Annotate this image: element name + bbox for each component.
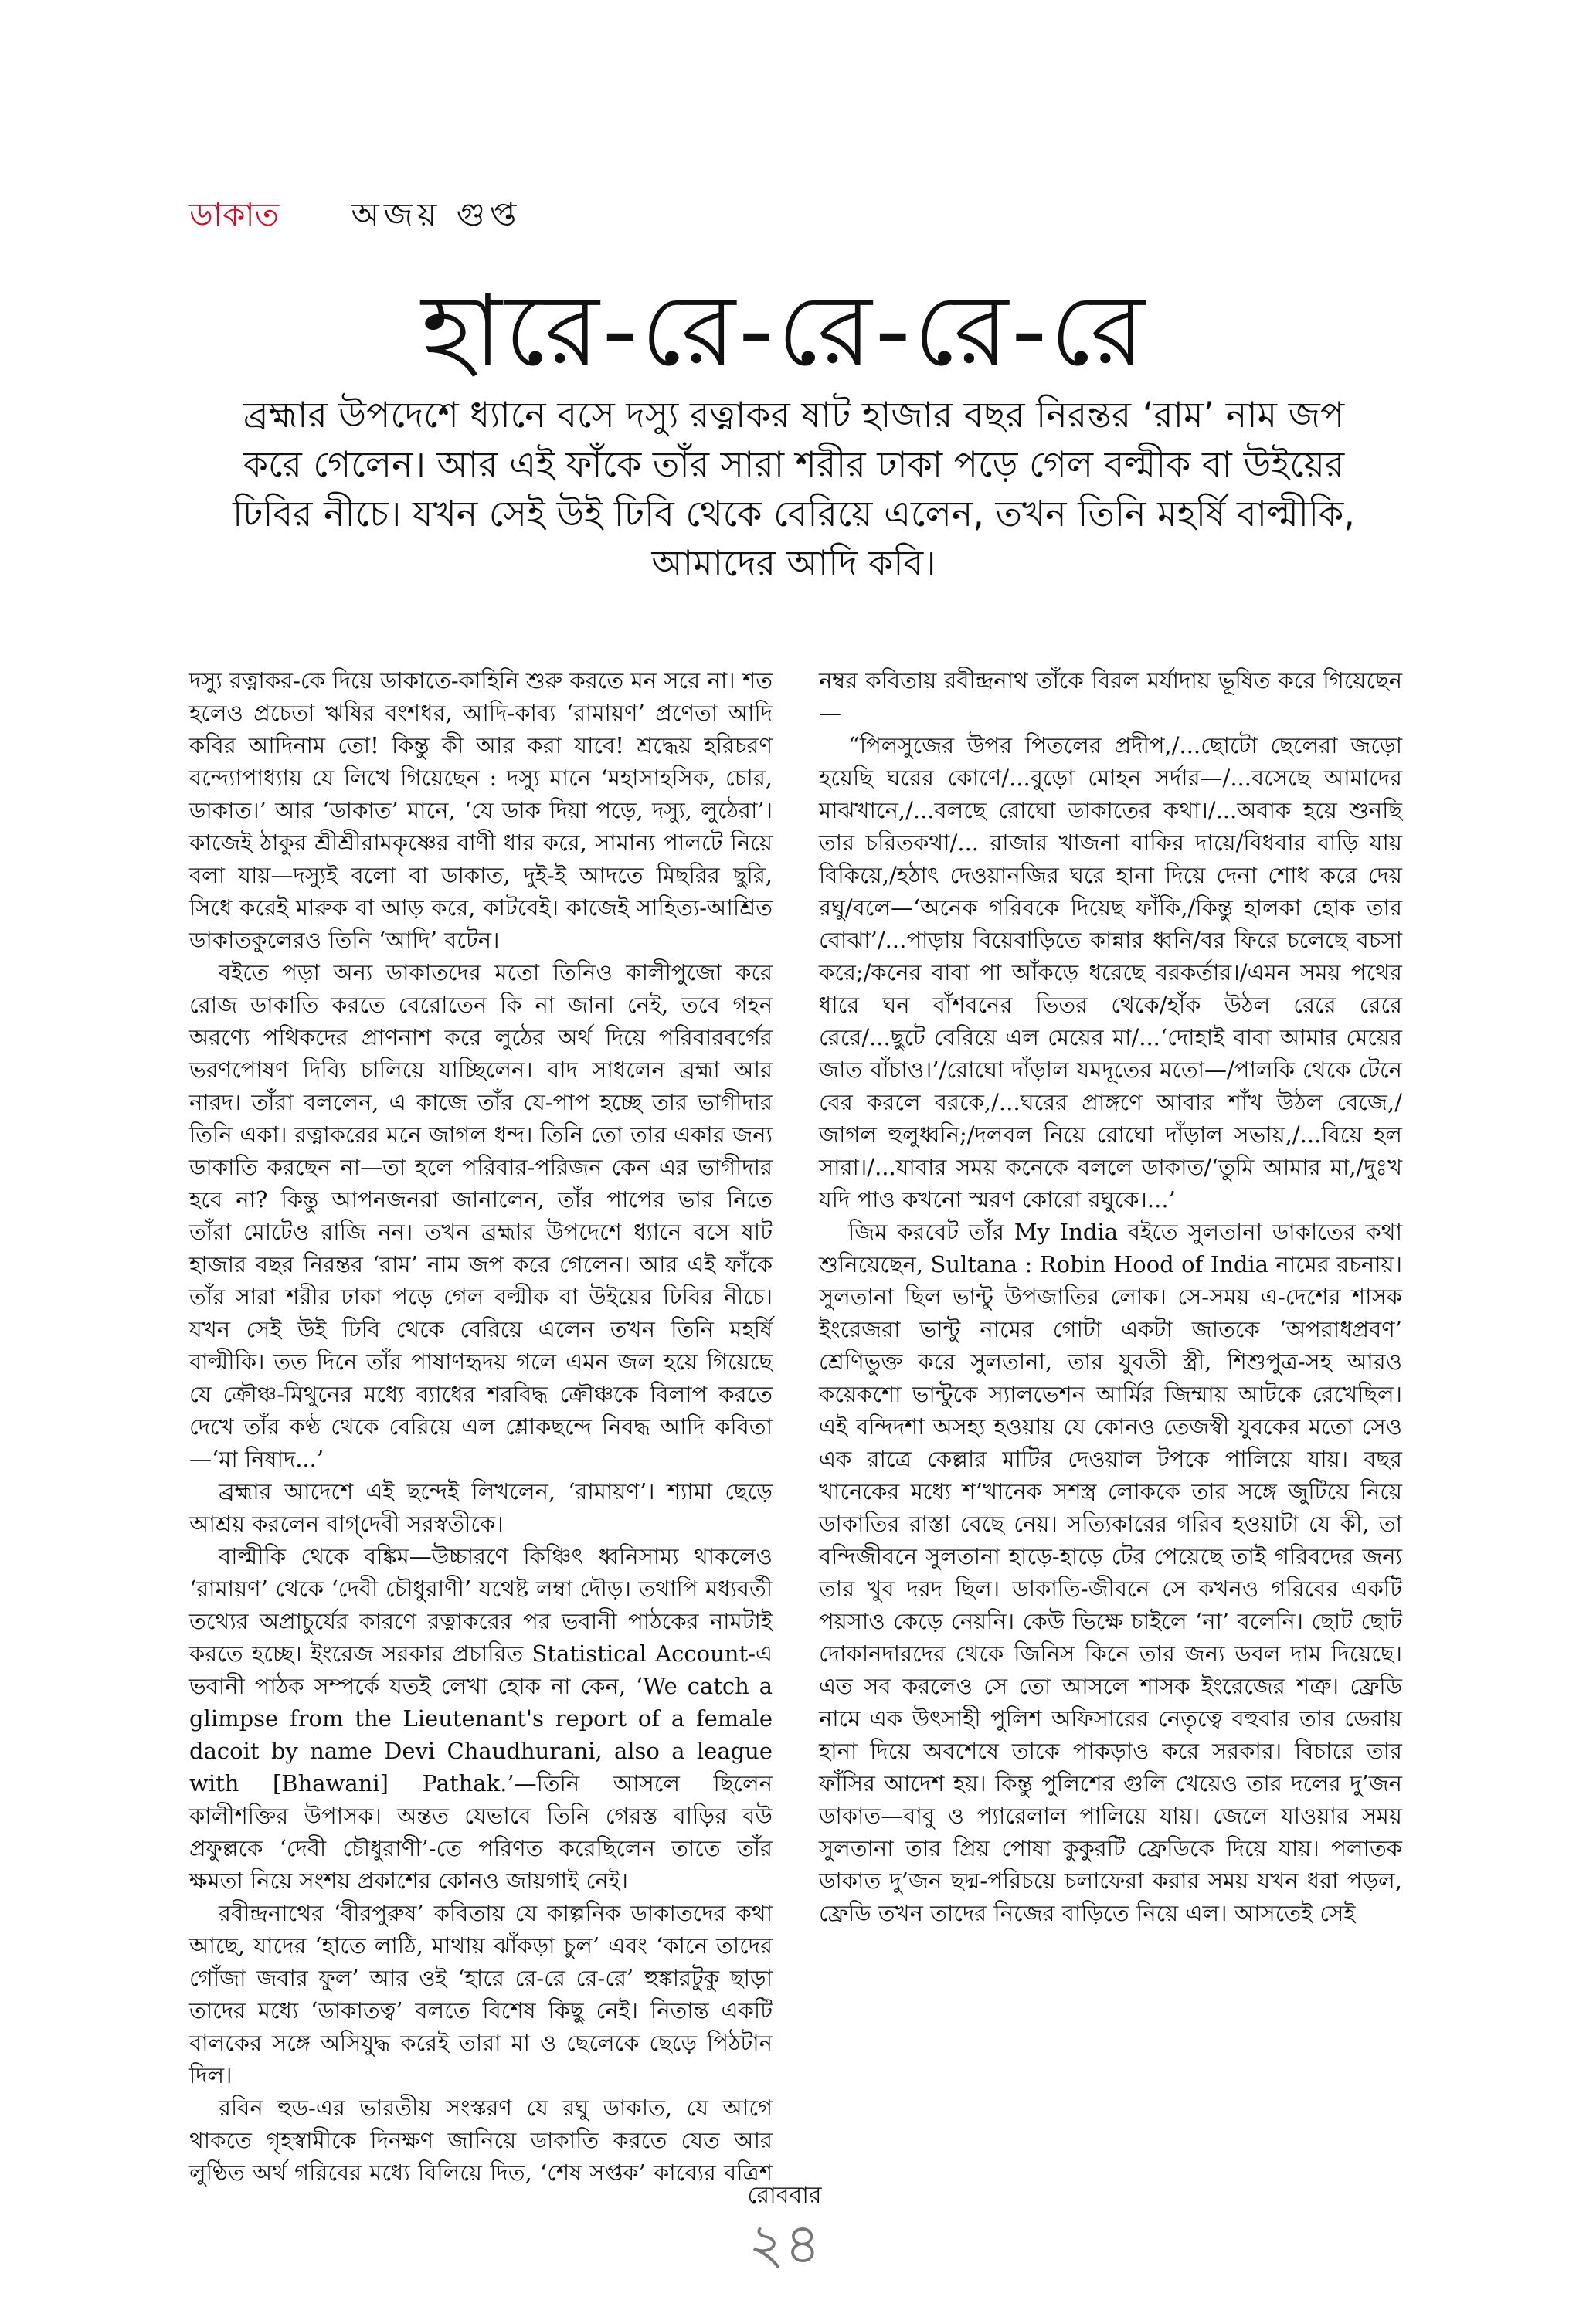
article-header xyxy=(189,189,521,244)
author-name: অজয় গুপ্ত xyxy=(351,195,521,233)
body-paragraph: বইতে পড়া অন্য ডাকাতদের মতো তিনিও কালীপুজো করে রোজ ডাকাতি করতে বেরোতেন কি না জানা নেই, তবে গহন অরণ্যে পথিকদের প্রাণনাশ করে লুঠের অর্থ দিয়ে পরিবারবর্গের ভরণপোষণ দিব্যি চালিয়ে যাচ্ছিলেন। বাদ সাধলেন ব্রহ্মা আর নারদ। তাঁরা বললেন, এ কাজে তাঁর যে-পাপ হচ্ছে তার ভাগীদার তিনি একা। রত্নাকরের মনে জাগল ধন্দ। তিনি তো তার একার জন্য ডাকাতি করছেন না—তা হলে পরিবার-পরিজন কেন এর ভাগীদার হবে না? কিন্তু আপনজনরা জানালেন, তাঁর পাপের ভার নিতে তাঁরা মোটেও রাজি নন। তখন ব্রহ্মার উপদেশে ধ্যানে বসে ষাট হাজার বছর নিরন্তর ‘রাম’ নাম জপ করে গেলেন। আর এই ফাঁকে তাঁর সারা শরীর ঢাকা পড়ে গেল বল্মীক বা উইয়ের ঢিবির নীচে। যখন সেই উই ঢিবি থেকে বেরিয়ে এলেন তখন তিনি মহর্ষি বাল্মীকি। তত দিনে তাঁর পাষাণহৃদয় গলে এমন জল হয়ে গিয়েছে যে ক্রৌঞ্চ-মিথুনের মধ্যে ব্যাধের শরবিদ্ধ ক্রৌঞ্চকে বিলাপ করতে দেখে তাঁর কণ্ঠ থেকে বেরিয়ে এল শ্লোকছন্দে নিবদ্ধ আদি কবিতা—‘মা নিষাদ...’ xyxy=(189,959,773,1472)
page-number: ২৪ xyxy=(748,2211,821,2276)
page-footer xyxy=(0,2176,1569,2276)
body-paragraph: জিম করবেট তাঁর My India বইতে সুলতানা ডাকাতের কথা শুনিয়েছেন, Sultana : Robin Hood of India নামের রচনায়। সুলতানা ছিল ভান্টু উপজাতির লোক। সে-সময় এ-দেশের শাসক ইংরেজরা ভান্টু নামের গোটা একটা জাতকে ‘অপরাধপ্রবণ’ শ্রেণিভুক্ত করে সুলতানা, তার যুবতী স্ত্রী, শিশুপুত্র-সহ আরও কয়েকশো ভান্টুকে স্যালভেশন আর্মির জিম্মায় আটকে রেখেছিল। এই বন্দিদশা অসহ্য হওয়ায় যে কোনও তেজস্বী যুবকের মতো সেও এক রাত্রে কেল্লার মাটির দেওয়াল টপকে পালিয়ে যায়। বছর খানেকের মধ্যে শ’খানেক সশস্ত্র লোককে তার সঙ্গে জুটিয়ে নিয়ে ডাকাতির রাস্তা বেছে নেয়। সত্যিকারের গরিব হওয়াটা যে কী, তা বন্দিজীবনে সুলতানা হাড়ে-হাড়ে টের পেয়েছে তাই গরিবদের জন্য তার খুব দরদ ছিল। ডাকাতি-জীবনে সে কখনও গরিবের একটি পয়সাও কেড়ে নেয়নি। কেউ ভিক্ষে চাইলে ‘না’ বলেনি। ছোট ছোট দোকানদারদের থেকে জিনিস কিনে তার জন্য ডবল দাম দিয়েছে। এত সব করলেও সে তো আসলে শাসক ইংরেজের শত্রু। ফ্রেডি নামে এক উৎসাহী পুলিশ অফিসারের নেতৃত্বে বহুবার তার ডেরায় হানা দিয়ে অবশেষে তাকে পাকড়াও করে সরকার। বিচারে তার ফাঁসির আদেশ হয়। কিন্তু পুলিশের গুলি খেয়েও তার দলের দু’জন ডাকাত—বাবু ও প্যারেলাল পালিয়ে যায়। জেলে যাওয়ার সময় সুলতানা তার প্রিয় পোষা কুকুরটি ফ্রেডিকে দিয়ে যায়। পলাতক ডাকাত দু’জন ছদ্ম-পরিচয়ে চলাফেরা করার সময় যখন ধরা পড়ল, ফ্রেডি তখন তাদের নিজের বাড়িতে নিয়ে এল। আসতেই সেই xyxy=(819,1219,1402,1926)
body-paragraph: দস্যু রত্নাকর-কে দিয়ে ডাকাতে-কাহিনি শুরু করতে মন সরে না। শত হলেও প্রচেতা ঋষির বংশধর, আদি-কাব্য ‘রামায়ণ’ প্রণেতা আদি কবির আদিনাম তো! কিন্তু কী আর করা যাবে! শ্রদ্ধেয় হরিচরণ বন্দ্যোপাধ্যায় যে লিখে গিয়েছেন : দস্যু মানে ‘মহাসাহসিক, চোর, ডাকাত।’ আর ‘ডাকাত’ মানে, ‘যে ডাক দিয়া পড়ে, দস্যু, লুঠেরা’। কাজেই ঠাকুর শ্রীশ্রীরামকৃষ্ণের বাণী ধার করে, সামান্য পালটে নিয়ে বলা যায়—দস্যুই বলো বা ডাকাত, দুই-ই আদতে মিছরির ছুরি, সিধে করেই মারুক বা আড় করে, কাটবেই। কাজেই সাহিত্য-আশ্রিত ডাকাতকুলেরও তিনি ‘আদি’ বটেন। xyxy=(189,667,773,953)
article-title: হারে-রে-রে-রে-রে xyxy=(421,273,1148,388)
body-paragraph: বাল্মীকি থেকে বঙ্কিম—উচ্চারণে কিঞ্চিৎ ধ্বনিসাম্য থাকলেও ‘রামায়ণ’ থেকে ‘দেবী চৌধুরাণী’ যথেষ্ট লম্বা দৌড়। তথাপি মধ্যবর্তী তথ্যের অপ্রাচুর্যের কারণে রত্নাকরের পর ভবানী পাঠকের নামটাই করতে হচ্ছে। ইংরেজ সরকার প্রচারিত Statistical Account-এ ভবানী পাঠক সম্পর্কে যতই লেখা হোক না কেন, ‘We catch a glimpse from the Lieutenant's report of a female dacoit by name Devi Chaudhurani, also a league with [Bhawani] Pathak.’—তিনি আসলে ছিলেন কালীশক্তির উপাসক। অন্তত যেভাবে তিনি গেরস্ত বাড়ির বউ প্রফুল্লকে ‘দেবী চৌধুরাণী’-তে পরিণত করেছিলেন তাতে তাঁর ক্ষমতা নিয়ে সংশয় প্রকাশের কোনও জায়গাই নেই। xyxy=(189,1543,773,1894)
body-paragraph: রবীন্দ্রনাথের ‘বীরপুরুষ’ কবিতায় যে কাল্পনিক ডাকাতদের কথা আছে, যাদের ‘হাতে লাঠি, মাথায় ঝাঁকড়া চুল’ এবং ‘কানে তাদের গোঁজা জবার ফুল’ আর ওই ‘হারে রে-রে রে-রে’ হুঙ্কারটুকু ছাড়া তাদের মধ্যে ‘ডাকাতত্ব’ বলতে বিশেষ কিছু নেই। নিতান্ত একটি বালকের সঙ্গে অসিযুদ্ধ করেই তারা মা ও ছেলেকে ছেড়ে পিঠটান দিল। xyxy=(189,1900,773,2088)
section-label: ডাকাত xyxy=(189,195,280,233)
magazine-name: রোববার xyxy=(747,2182,822,2209)
body-paragraph: ব্রহ্মার আদেশে এই ছন্দেই লিখলেন, ‘রামায়ণ’। শ্যামা ছেড়ে আশ্রয় করলেন বাগ্‌দেবী সরস্বতীকে। xyxy=(189,1478,773,1537)
article-body xyxy=(189,664,1402,2209)
body-paragraph: রবিন হুড-এর ভারতীয় সংস্করণ যে রঘু ডাকাত, যে আগে থাকতে গৃহস্বামীকে দিনক্ষণ জানিয়ে ডাকাতি করতে যেত আর লুণ্ঠিত অর্থ গরিবের মধ্যে বিলিয়ে দিত, ‘শেষ সপ্তক’ কাব্যের বত্রিশ নম্বর কবিতায় রবীন্দ্রনাথ তাঁকে বিরল মর্যাদায় ভূষিত করে গিয়েছেন— xyxy=(189,667,1402,2186)
lead-paragraph: ব্রহ্মার উপদেশে ধ্যানে বসে দস্যু রত্নাকর ষাট হাজার বছর নিরন্তর ‘রাম’ নাম জপ করে গেলেন। আর এই ফাঁকে তাঁর সারা শরীর ঢাকা পড়ে গেল বল্মীক বা উইয়ের ঢিবির নীচে। যখন সেই উই ঢিবি থেকে বেরিয়ে এলেন, তখন তিনি মহর্ষি বাল্মীকি, আমাদের আদি কবি। xyxy=(233,394,1355,584)
poem-quote: “পিলসুজের উপর পিতলের প্রদীপ,/...ছোটো ছেলেরা জড়ো হয়েছি ঘরের কোণে/...বুড়ো মোহন সর্দার—/...বসেছে আমাদের মাঝখানে,/...বলছে রোঘো ডাকাতের কথা।/...অবাক হয়ে শুনছি তার চরিতকথা/... রাজার খাজনা বাকির দায়ে/বিধবার বাড়ি যায় বিকিয়ে,/হঠাৎ দেওয়ানজির ঘরে হানা দিয়ে দেনা শোধ করে দেয় রঘু/বলে—‘অনেক গরিবকে দিয়েছ ফাঁকি,/কিন্তু হালকা হোক তার বোঝা’/...পাড়ায় বিয়েবাড়িতে কান্নার ধ্বনি/বর ফিরে চলেছে বচসা করে;/কনের বাবা পা আঁকড়ে ধরেছে বরকর্তার।/এমন সময় পথের ধারে ঘন বাঁশবনের ভিতর থেকে/হাঁক উঠল রেরে রেরে রেরে/...ছুটে বেরিয়ে এল মেয়ের মা/...‘দোহাই বাবা আমার মেয়ের জাত বাঁচাও।’/রোঘো দাঁড়াল যমদূতের মতো—/পালকি থেকে টেনে বের করলে বরকে,/...ঘরের প্রাঙ্গণে আবার শাঁখ উঠল বেজে,/জাগল হুলুধ্বনি;/দলবল নিয়ে রোঘো দাঁড়াল সভায়,/...বিয়ে হল সারা।/...যাবার সময় কনেকে বললে ডাকাত/‘তুমি আমার মা,/দুঃখ যদি পাও কখনো স্মরণ কোরো রঘুকে।...’ xyxy=(819,732,1402,1213)
